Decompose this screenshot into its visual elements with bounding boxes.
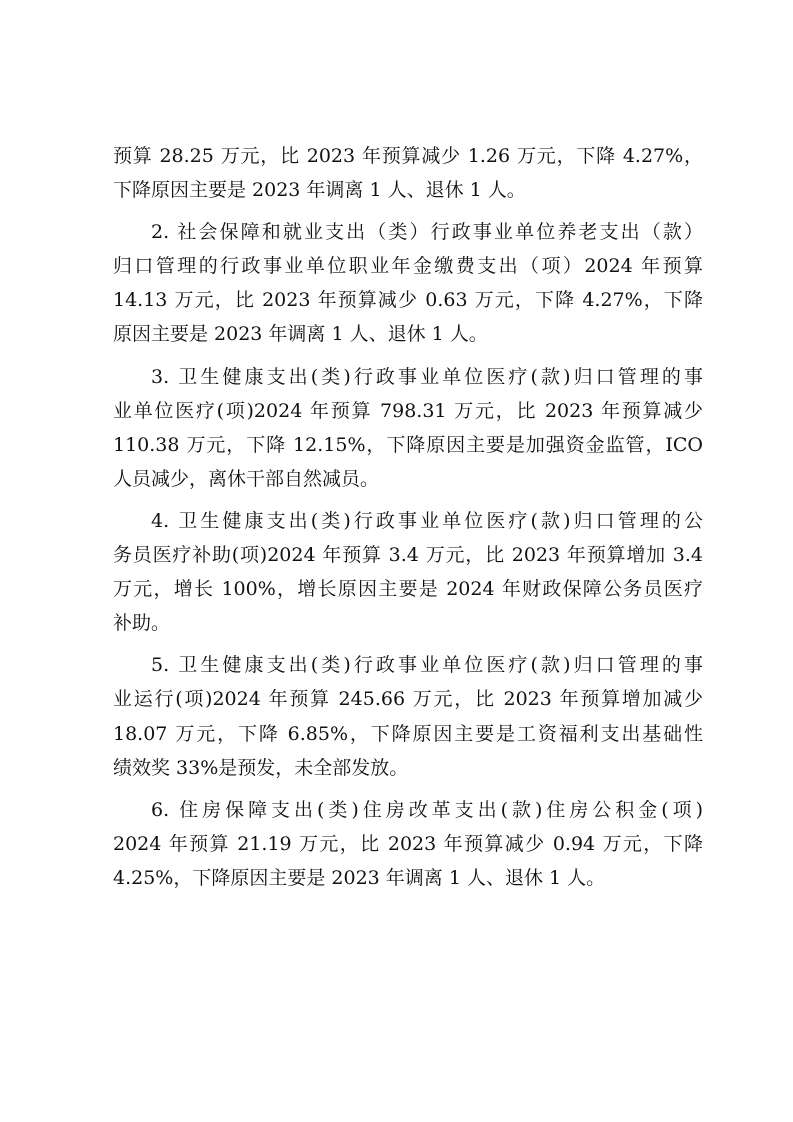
text-line: 归口管理的行政事业单位职业年金缴费支出（项）2024 年预算 bbox=[113, 255, 703, 278]
text-line: 人员减少，离休干部自然减员。 bbox=[113, 467, 380, 490]
text-line: 业运行(项)2024 年预算 245.66 万元，比 2023 年预算增加减少 bbox=[113, 688, 703, 711]
text-line: 4. 卫生健康支出(类)行政事业单位医疗(款)归口管理的公 bbox=[151, 509, 703, 532]
paragraph-item-3 bbox=[113, 360, 703, 496]
paragraph-item-4 bbox=[113, 504, 703, 640]
text-line: 2. 社会保障和就业支出（类）行政事业单位养老支出（款） bbox=[151, 221, 703, 244]
text-line: 3. 卫生健康支出(类)行政事业单位医疗(款)归口管理的事 bbox=[151, 365, 703, 388]
paragraph-item-6 bbox=[113, 793, 703, 895]
text-line: 2024 年预算 21.19 万元，比 2023 年预算减少 0.94 万元，下降 bbox=[113, 832, 703, 855]
body-text bbox=[113, 139, 703, 895]
text-line: 6. 住房保障支出(类)住房改革支出(款)住房公积金(项) bbox=[151, 798, 703, 821]
text-line: 110.38 万元，下降 12.15%，下降原因主要是加强资金监管，ICO bbox=[113, 433, 703, 456]
paragraph-item-2 bbox=[113, 215, 703, 351]
text-line: 原因主要是 2023 年调离 1 人、退休 1 人。 bbox=[113, 323, 488, 346]
text-line: 5. 卫生健康支出(类)行政事业单位医疗(款)归口管理的事 bbox=[151, 654, 703, 677]
text-line: 绩效奖 33%是预发，未全部发放。 bbox=[113, 756, 409, 779]
text-line: 预算 28.25 万元，比 2023 年预算减少 1.26 万元，下降 4.27%， bbox=[113, 145, 703, 167]
text-line: 4.25%，下降原因主要是 2023 年调离 1 人、退休 1 人。 bbox=[113, 866, 606, 889]
text-line: 14.13 万元，比 2023 年预算减少 0.63 万元，下降 4.27%，下降 bbox=[113, 289, 703, 312]
paragraph-item-5 bbox=[113, 648, 703, 784]
text-line: 补助。 bbox=[113, 612, 171, 635]
text-line: 下降原因主要是 2023 年调离 1 人、退休 1 人。 bbox=[113, 179, 526, 202]
paragraph-continuation bbox=[113, 139, 703, 207]
text-line: 万元，增长 100%，增长原因主要是 2024 年财政保障公务员医疗 bbox=[113, 578, 703, 601]
text-line: 18.07 万元，下降 6.85%，下降原因主要是工资福利支出基础性 bbox=[113, 722, 703, 745]
text-line: 务员医疗补助(项)2024 年预算 3.4 万元，比 2023 年预算增加 3.4 bbox=[113, 544, 703, 567]
text-line: 业单位医疗(项)2024 年预算 798.31 万元，比 2023 年预算减少 bbox=[113, 399, 703, 422]
